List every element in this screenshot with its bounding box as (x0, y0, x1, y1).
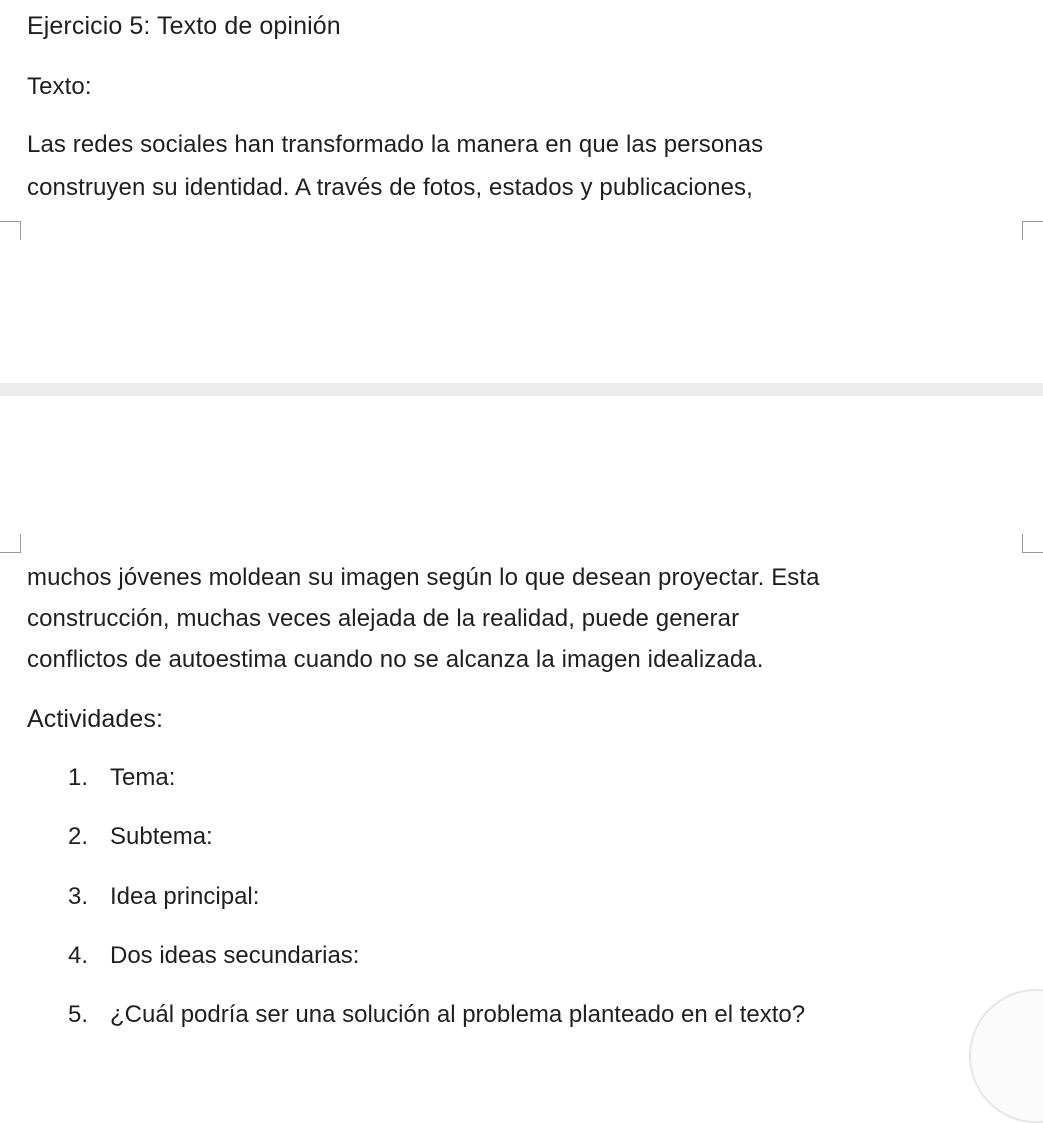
scroll-corner-handle[interactable] (969, 989, 1043, 1123)
activity-item (68, 1001, 805, 1029)
page-corner-mark (0, 534, 21, 553)
activity-text: Dos ideas secundarias: (110, 942, 360, 969)
activity-item (68, 883, 259, 911)
texto-heading: Texto: (27, 73, 92, 100)
actividades-heading: Actividades: (27, 705, 163, 733)
page-corner-mark (1022, 221, 1043, 240)
page-corner-mark (1022, 534, 1043, 553)
activity-text: Subtema: (110, 823, 213, 850)
activity-number: 5. (68, 1001, 89, 1028)
paragraph-line: muchos jóvenes moldean su imagen según lo que desean proyectar. Esta (27, 564, 820, 591)
page-corner-mark (0, 221, 21, 240)
activity-number: 3. (68, 883, 89, 910)
activity-item (68, 764, 175, 792)
paragraph-line: conflictos de autoestima cuando no se alcanza la imagen idealizada. (27, 646, 764, 673)
activity-item (68, 942, 359, 970)
page-break-divider (0, 383, 1043, 396)
exercise-title: Ejercicio 5: Texto de opinión (27, 12, 341, 40)
activity-number: 4. (68, 942, 89, 969)
activity-number: 2. (68, 823, 89, 850)
paragraph-line: construyen su identidad. A través de fotos, estados y publicaciones, (27, 174, 753, 201)
paragraph-line: Las redes sociales han transformado la manera en que las personas (27, 131, 764, 158)
paragraph-line: construcción, muchas veces alejada de la realidad, puede generar (27, 605, 740, 632)
activity-text: ¿Cuál podría ser una solución al problema planteado en el texto? (110, 1001, 806, 1028)
activity-text: Tema: (110, 764, 176, 791)
activity-number: 1. (68, 764, 89, 791)
activity-item (68, 823, 213, 851)
activity-text: Idea principal: (110, 883, 260, 910)
